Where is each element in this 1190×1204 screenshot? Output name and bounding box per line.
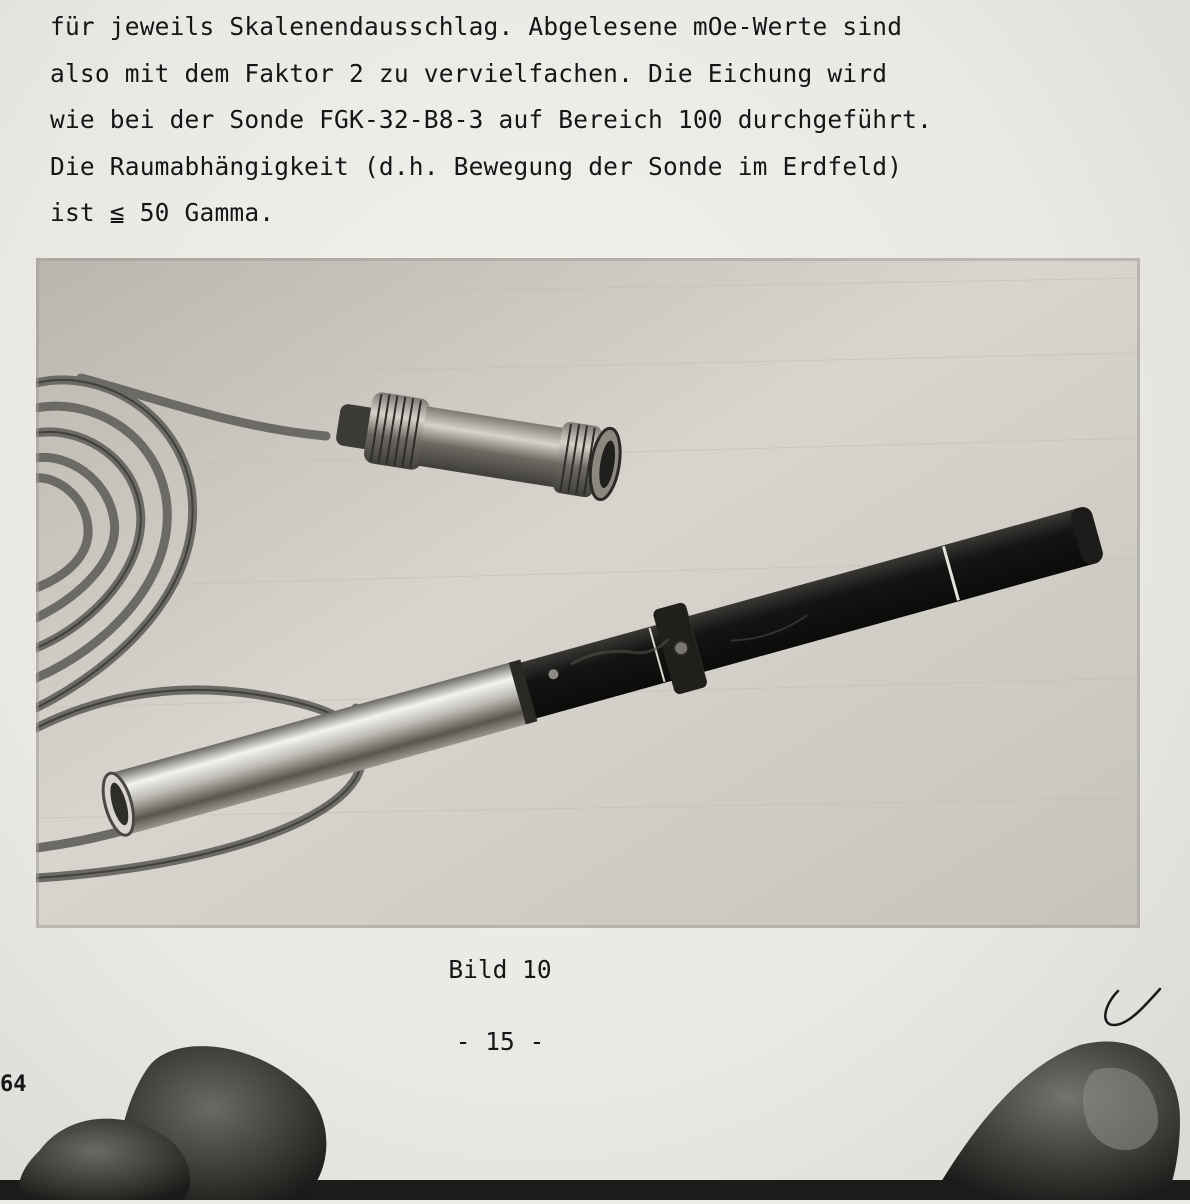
text-line-2: also mit dem Faktor 2 zu vervielfachen. Die Eichung wird bbox=[50, 58, 888, 88]
body-text bbox=[50, 4, 1170, 237]
margin-number: 64 bbox=[0, 1072, 27, 1097]
text-line-1: für jeweils Skalenendausschlag. Abgelesene mOe-Werte sind bbox=[50, 12, 903, 41]
handwritten-check-mark bbox=[1100, 985, 1170, 1035]
probe-photograph bbox=[36, 258, 1140, 928]
page-number: - 15 - bbox=[455, 1027, 545, 1056]
holding-fingers bbox=[0, 1030, 1190, 1200]
text-line-5: ist ≦ 50 Gamma. bbox=[50, 198, 275, 227]
figure-caption: Bild 10 bbox=[448, 955, 552, 984]
text-line-3: wie bei der Sonde FGK-32-B8-3 auf Bereich 100 durchgeführt. bbox=[50, 105, 933, 134]
text-line-4: Die Raumabhängigkeit (d.h. Bewegung der Sonde im Erdfeld) bbox=[50, 151, 903, 181]
